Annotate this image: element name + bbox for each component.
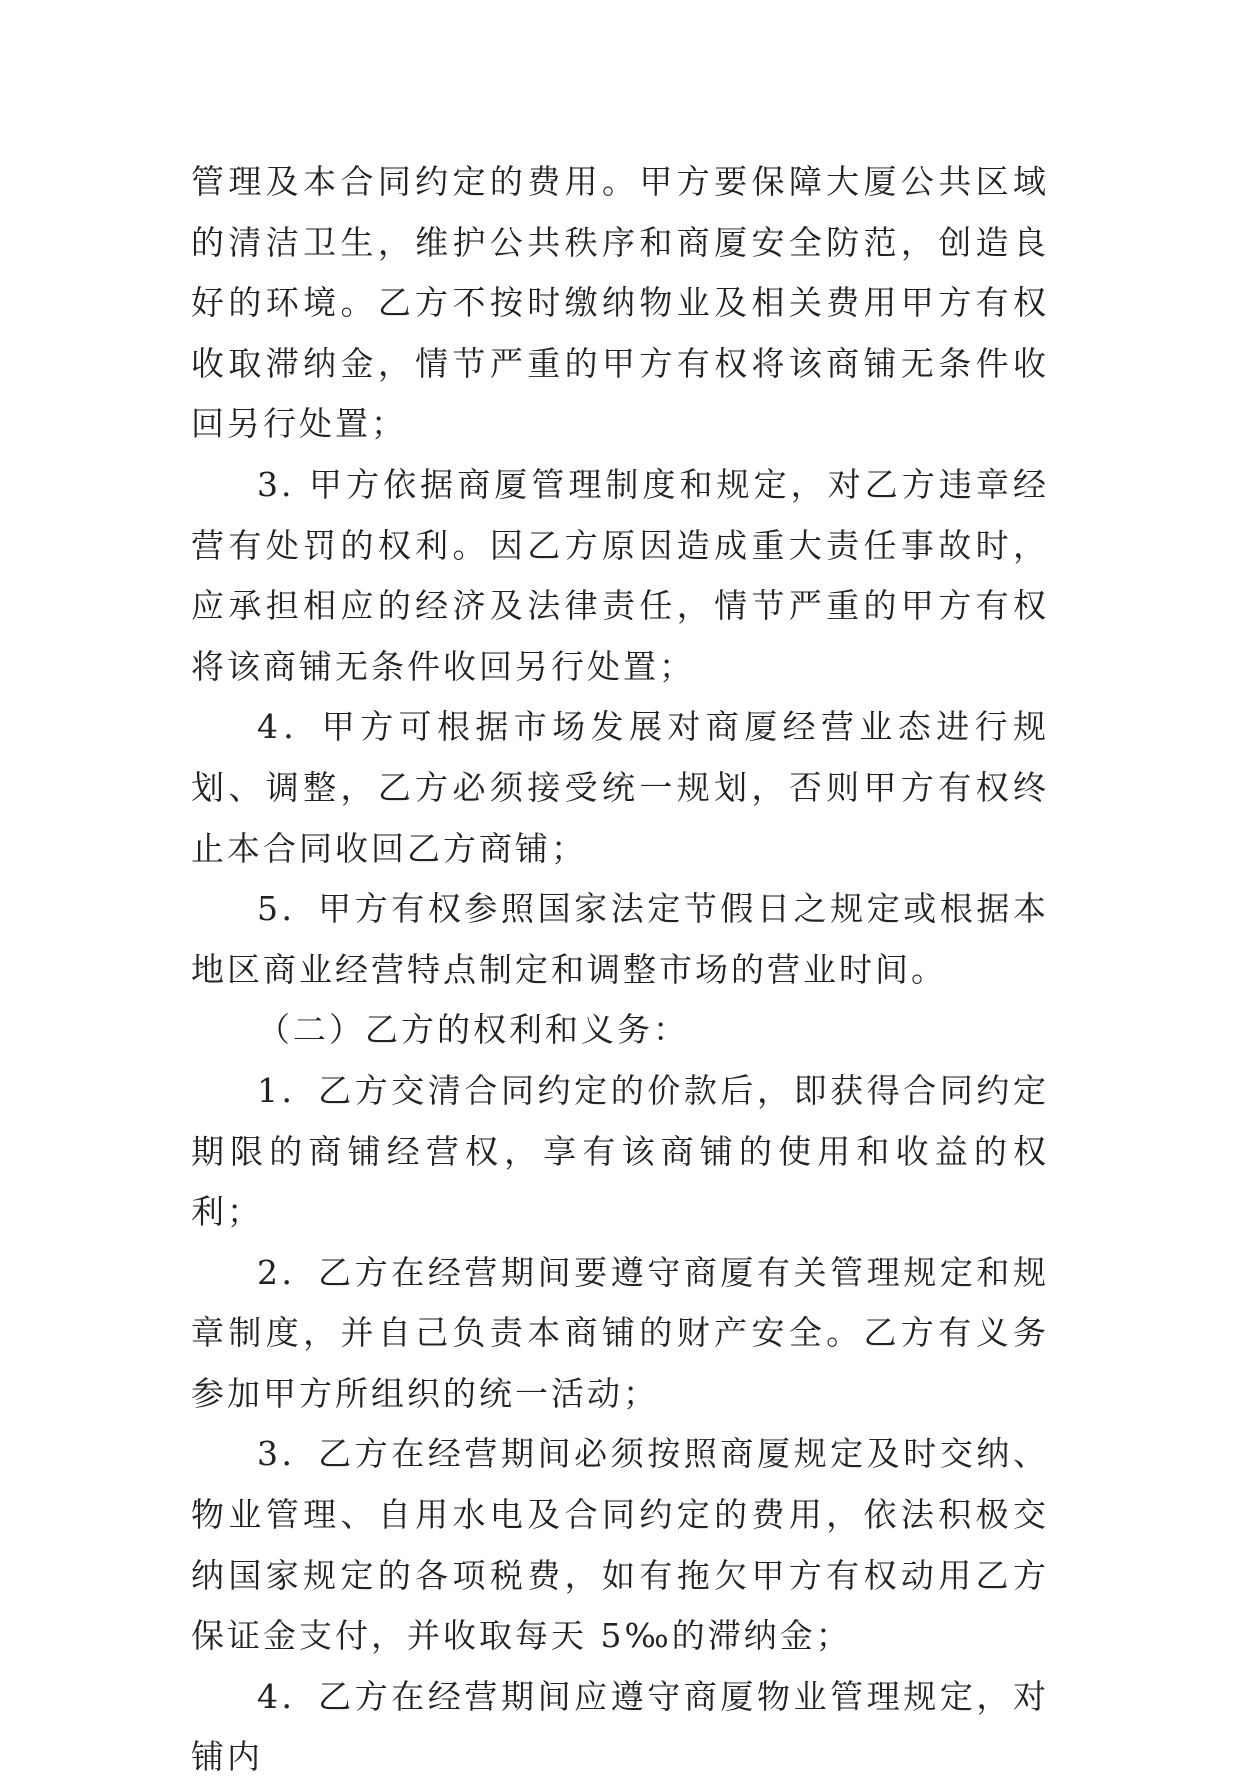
paragraph-party-b-item-4: 4．乙方在经营期间应遵守商厦物业管理规定，对铺内 — [191, 1676, 1049, 1777]
paragraph-party-a-item-5: 5．甲方有权参照国家法定节假日之规定或根据本地区商业经营特点制定和调整市场的营业时间。 — [191, 889, 1049, 989]
paragraph-continued: 管理及本合同约定的费用。甲方要保障大厦公共区域的清洁卫生，维护公共秩序和商厦安全防范，创造良好的环境。乙方不按时缴纳物业及相关费用甲方有权收取滞纳金，情节严重的甲方有权将该商铺无条件收回另行处置； — [191, 162, 1049, 444]
paragraph-party-b-item-3: 3．乙方在经营期间必须按照商厦规定及时交纳、物业管理、自用水电及合同约定的费用，依法积极交纳国家规定的各项税费，如有拖欠甲方有权动用乙方保证金支付，并收取每天 5‰的滞纳金； — [191, 1434, 1049, 1656]
paragraph-party-a-item-4: 4．甲方可根据市场发展对商厦经营业态进行规划、调整，乙方必须接受统一规划，否则甲方有权终止本合同收回乙方商铺； — [191, 707, 1049, 868]
paragraph-party-a-item-3: 3. 甲方依据商厦管理制度和规定，对乙方违章经营有处罚的权利。因乙方原因造成重大责任事故时，应承担相应的经济及法律责任，情节严重的甲方有权将该商铺无条件收回另行处置； — [191, 464, 1049, 686]
contract-body — [191, 152, 1049, 1788]
section-heading-party-b: （二）乙方的权利和义务： — [257, 1010, 689, 1050]
paragraph-party-b-item-1: 1．乙方交清合同约定的价款后，即获得合同约定期限的商铺经营权，享有该商铺的使用和收益的权利； — [191, 1070, 1049, 1232]
paragraph-party-b-item-2: 2．乙方在经营期间要遵守商厦有关管理规定和规章制度，并自己负责本商铺的财产安全。乙方有义务参加甲方所组织的统一活动； — [191, 1252, 1049, 1413]
